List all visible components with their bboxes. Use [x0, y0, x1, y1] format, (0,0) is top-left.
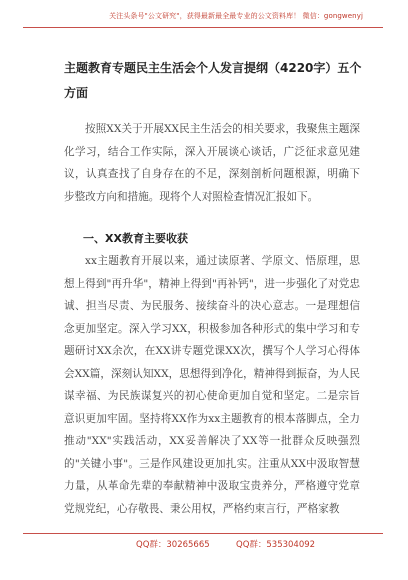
document-title: 主题教育专题民主生活会个人发言提纲（4220字）五个方面: [64, 61, 362, 100]
section-heading: 一、XX教育主要收获: [83, 232, 188, 245]
footer-qq-group-2[interactable]: QQ群：535304092: [236, 540, 316, 550]
header-banner-text: 关注头条号"公文研究"，获得最新最全最专业的公文资料库！ 微信：gongwenyj: [109, 12, 363, 20]
header-banner: [23, 6, 383, 28]
footer-bar: [23, 533, 383, 554]
footer-qq-group-1[interactable]: QQ群：30265665: [136, 540, 210, 550]
intro-paragraph: 按照XX关于开展XX民主生活会的相关要求，我聚焦主题深化学习，结合工作实际，深入开展谈心谈话，广泛征求意见建议，认真查找了自身存在的不足，深刻剖析问题根源，明确下步整改方向和措施。现将个人对照检查情况汇报如下。: [64, 123, 360, 203]
section-paragraph: xx主题教育开展以来，通过读原著、学原文、悟原理，思想上得到"再升华"，精神上得到"再补钙"，进一步强化了对党忠诚、担当尽责、为民服务、接续奋斗的决心意志。一是理想信念更加坚定。深入学习XX，积极参加各种形式的集中学习和专题研讨XX余次，在XX讲专题党课XX次，撰写个人学习心得体会XX篇，深刻认知XX，思想得到净化，精神得到振奋，为人民谋幸福、为民族谋复兴的初心使命更加自觉和坚定。二是宗旨意识更加牢固。坚持将XX作为xx主题教育的根本落脚点，全力推动"XX"实践活动，XX妥善解决了XX等一批群众反映强烈的"关键小事"。三是作风建设更加扎实。注重从XX中汲取智慧力量，从革命先辈的奉献精神中汲取宝贵养分，严格遵守党章党规党纪，心存敬畏、秉公用权，严格约束言行，严格家教: [64, 255, 360, 515]
